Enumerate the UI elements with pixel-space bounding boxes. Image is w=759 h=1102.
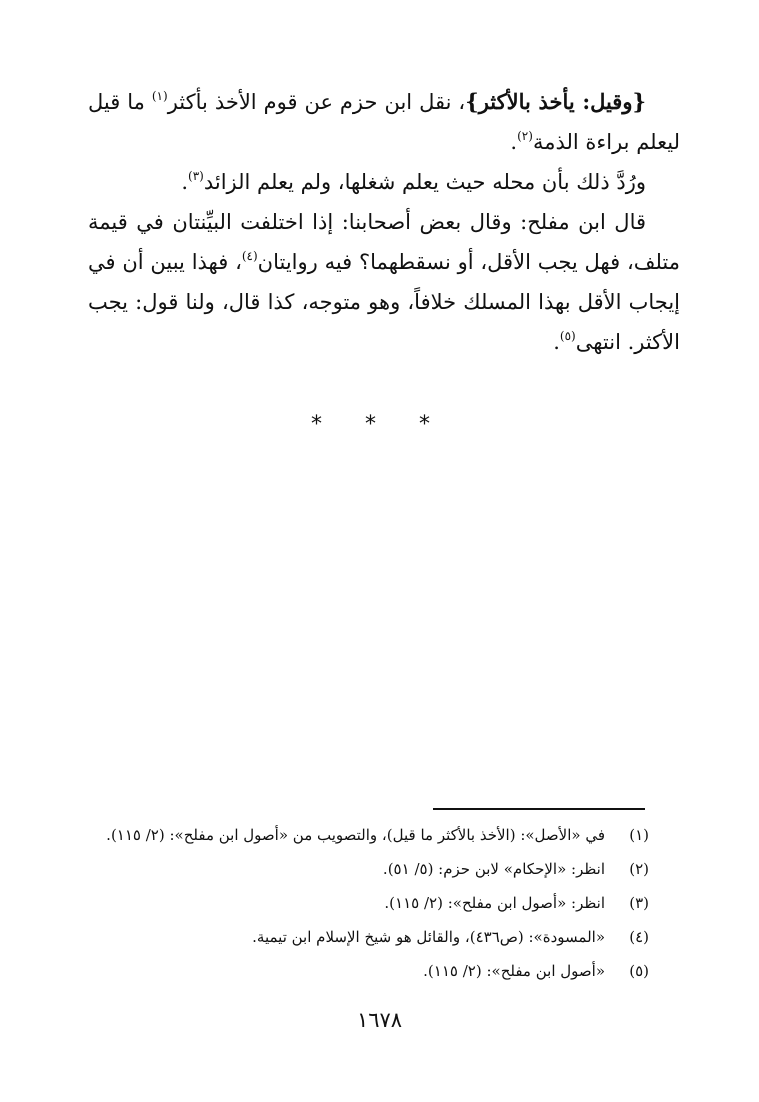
paragraph-text: . (510, 130, 518, 154)
footnote-ref-3: (٣) (188, 169, 204, 183)
footnote-ref-1: (١) (151, 89, 168, 103)
footnote-item (69, 852, 649, 886)
footnote-item (69, 920, 649, 954)
footnote-ref-5: (٥) (559, 329, 576, 343)
paragraph-text: ، فهذا يبين أن في إيجاب الأقل بهذا المسلك خلافاً، وهو متوجه، كذا قال، ولنا قول: يجب الأكثر. انتهى (88, 250, 680, 354)
footnote-text: في «الأصل»: (الأخذ بالأكثر ما قيل)، والتصويب من «أصول ابن مفلح»: (٢/ ١١٥). (106, 826, 605, 844)
footnote-divider (433, 808, 645, 810)
footnote-item (69, 954, 649, 988)
bold-heading-phrase: {وقيل: يأخذ بالأكثر} (465, 89, 646, 114)
footnote-text: «المسودة»: (ص٤٣٦)، والقائل هو شيخ الإسلام ابن تيمية. (252, 928, 605, 946)
footnote-ref-4: (٤) (241, 249, 258, 263)
page-number: ١٦٧٨ (356, 1008, 403, 1032)
footnotes (69, 818, 649, 988)
footnote-item (69, 818, 649, 852)
paragraph-text: قال ابن مفلح: وقال بعض أصحابنا: إذا اختلفت البيِّنتان في قيمة متلف، فهل يجب الأقل، أو نسقطهما؟ فيه روايتان (88, 210, 680, 274)
paragraph-text: . (181, 170, 188, 194)
paragraph-text: ما قيل ليعلم براءة الذمة (88, 90, 680, 154)
paragraph-text: ورُدَّ ذلك بأن محله حيث يعلم شغلها، ولم يعلم الزائد (203, 170, 646, 194)
footnote-number: (٢) (629, 860, 649, 878)
paragraph-text: ، نقل ابن حزم عن قوم الأخذ بأكثر (167, 90, 466, 114)
footnote-number: (٥) (629, 962, 649, 980)
paragraph-3 (88, 202, 680, 362)
footnote-item (69, 886, 649, 920)
paragraph-1 (88, 82, 680, 162)
main-text (88, 82, 680, 362)
paragraph-text: . (553, 330, 560, 354)
footnote-number: (٤) (629, 928, 649, 946)
section-separator: * * * (311, 412, 448, 437)
footnote-text: انظر: «أصول ابن مفلح»: (٢/ ١١٥). (384, 894, 605, 912)
footnote-ref-2: (٢) (517, 129, 533, 143)
footnote-number: (١) (629, 826, 649, 844)
paragraph-2 (88, 162, 680, 202)
footnote-text: انظر: «الإحكام» لابن حزم: (٥/ ٥١). (382, 860, 605, 878)
footnote-number: (٣) (629, 894, 649, 912)
footnote-text: «أصول ابن مفلح»: (٢/ ١١٥). (423, 962, 605, 980)
